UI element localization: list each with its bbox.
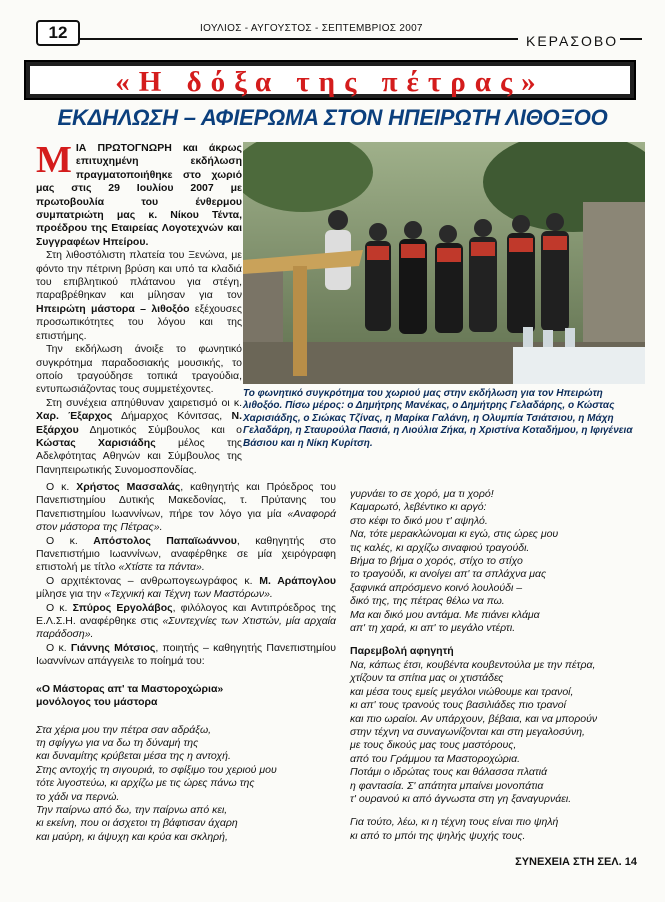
poem-line: Καμαρωτό, λεβέντικο κι αργό: — [350, 501, 487, 514]
poem-title — [36, 683, 336, 710]
photo-caption: Το φωνητικό συγκρότημα του χωριού μας στην εκδήλωση για τον Ηπειρώτη λιθοξόο. Πίσω μέρος: ο Δημήτρης Μανέκας, ο Δημήτρης Γελαδάρης, ο Κώστας Χαρισιάδης, ο Σιώκας Τζίνας, η Μαρίκα Γαλάνη, η Ολυμπία Τσιάτσιου, η Μάχη Γελαδάρη, η Σταυρούλα Πασιά, η Λιούλια Ζήκα, η Χριστίνα Κοταδήμου, η Ιφιγένεια Βάσιου και η Νίκη Κυρίτση. — [243, 388, 633, 449]
poem-line: το χάδι να περνώ. — [36, 790, 120, 803]
text-run: Ο αρχιτέκτονας – ανθρωπογεωγράφος κ. — [46, 574, 260, 587]
poem-line: Βήμα το βήμα ο χορός, στίχο το στίχο — [350, 555, 523, 568]
poem-line: η φαντασία. Σ' απάτητα μπαίνει μονοπάτια — [350, 779, 544, 792]
poem-line: γυρνάει το σε χορό, μα τι χορό! — [350, 488, 494, 500]
text-run-bold: Χαρ. Έξαρχος — [36, 410, 113, 423]
poem-line: Να, κάπως έτσι, κουβέντα κουβεντούλα με την πέτρα, — [350, 658, 596, 671]
poem-line: χτίζουν τα σπίτια μας οι χτιστάδες — [350, 672, 504, 685]
poem-line: και μαύρη, κι άψυχη και κρύα και σκληρή, — [36, 830, 228, 843]
poem-line: από του Γράμμου τα Μαστοροχώρια. — [350, 752, 521, 765]
intro-paragraph-3: Την εκδήλωση άνοιξε το φωνητικό συγκρότημα παραδοσιακής μουσικής, το οποίο τραγούδησε τοπικά τραγούδια, εντυπωσιάζοντας τους συμμετέχοντες. — [36, 343, 242, 396]
text-run-italic: «Συντεχνίες των Χτιστών, μία αρχαία παράδοση». — [36, 615, 337, 641]
text-run: Δημοτικός Σύμβουλος και ο — [78, 423, 242, 436]
text-run-italic: «Χτίστε τα πάντα». — [118, 561, 205, 574]
text-run-bold: Μ. Αράπογλου — [259, 574, 336, 587]
text-run: Δήμαρχος Κόνιτσας, — [112, 410, 232, 423]
text-run: εξέχουσες προσωπικότητες του λόγου και της επιστήμης. — [36, 302, 242, 342]
text-run-italic: «Αναφορά στον μάστορα της Πέτρας». — [36, 507, 336, 534]
text-run: Ο κ. — [46, 481, 77, 493]
photo-illustration — [243, 142, 645, 384]
section-title: Παρεμβολή αφηγητή — [350, 645, 454, 658]
poem-line: Στης αντοχής τη σιγουριά, το σφίξιμο του χεριού μου — [36, 763, 277, 776]
text-run: , ποιητής – καθηγητής Πανεπιστημίου Ιωαννίνων απάγγειλε το ποίημά του: — [36, 641, 336, 668]
poem-line: και μέσα τους εμείς μεγάλοι νιώθουμε και τρανοί, — [350, 685, 574, 698]
text-run-bold: Κώστας Χαρισιάδης — [36, 436, 156, 449]
text-run: , καθηγητής στο Πανεπιστήμιο Ιωαννίνων, αναφέρθηκε σε μία χειρόγραφη επιστολή με τίτλο — [36, 534, 336, 574]
poem-line: το τραγούδι, κι ανοίγει απ' τα σπλάχνα μας — [350, 568, 547, 581]
issue-date: ΙΟΥΛΙΟΣ - ΑΥΓΟΥΣΤΟΣ - ΣΕΠΤΕΜΒΡΙΟΣ 2007 — [200, 23, 423, 34]
intro-paragraph-4 — [36, 397, 242, 477]
poem-continued-column — [350, 488, 645, 843]
poem-line: ξαφνικά απρόσμενο κοινό λουλούδι – — [350, 581, 523, 594]
speaker-paragraph-4 — [36, 602, 336, 642]
poem-subtitle-line: μονόλογος του μάστορα — [36, 696, 158, 709]
poem-line: τ' ουρανού κι από άγνωστα στη γη ξαναγυρνάει. — [350, 792, 572, 805]
poem-line: κι εκείνη, που οι άσχετοι τη βάφτισαν άχαρη — [36, 817, 238, 830]
intro-lead: ΙΑ ΠΡΩΤΟΓΝΩΡΗ και άκρως επιτυχημένη εκδήλωση πραγματοποιήθηκε στο χωριό μας στις 29 Ιουλίου 2007 με πρωτοβουλία του ένθερμου συμπατριώτη μας κ. Νίκου Τέντα, προέδρου της Εταιρείας Λογοτεχνών και Συγγραφέων Ηπείρου. — [36, 142, 242, 248]
poem-line: τη σφίγγω για να δω τη δύναμή της — [36, 736, 199, 749]
poem-line: τότε λιγοστεύω, κι αρχίζω με τις ώρες πάνω της — [36, 777, 255, 790]
poem-line: στην τέχνη να συναγωνίζονται και στη μεγαλοσύνη, — [350, 725, 585, 738]
text-run-bold: Σπύρος Εργολάβος — [72, 601, 173, 614]
stanza-gap — [350, 806, 645, 816]
poem-line: Στα χέρια μου την πέτρα σαν αδράξω, — [36, 723, 212, 736]
text-run: Ο κ. — [46, 641, 71, 654]
text-run-bold: Ηπειρώτη μάστορα – λιθοξόο — [36, 302, 190, 315]
intro-paragraph-2 — [36, 249, 242, 343]
poem-line: κι απ' τους τρανούς τους βασιλιάδες πιο τρανοί — [350, 699, 566, 712]
poem-line: Ποτάμι ο ιδρώτας τους και θάλασσα πλατιά — [350, 766, 548, 779]
text-run: Ο κ. — [46, 534, 94, 547]
poem-line: κι από το μπόι της ψηλής ψυχής τους. — [350, 829, 526, 842]
poem-line: τις καλές, κι αρχίζω σιναφιού τραγούδι. — [350, 541, 530, 554]
speakers-column — [36, 481, 336, 844]
speaker-paragraph-2 — [36, 535, 336, 575]
text-run-bold: Ν. Εξάρχου — [36, 410, 242, 436]
text-run: Ο κ. — [46, 601, 73, 614]
title-banner — [24, 60, 636, 100]
continued-on-page: ΣΥΝΕΧΕΙΑ ΣΤΗ ΣΕΛ. 14 — [515, 856, 637, 868]
speaker-paragraph-5 — [36, 642, 336, 669]
text-run-bold: Χρήστος Μασσαλάς — [76, 481, 181, 493]
text-run-italic: «Τεχνική και Τέχνη των Μαστόρων». — [104, 588, 273, 601]
text-run-bold: Απόστολος Παπαϊωάννου — [93, 534, 237, 547]
intro-column — [36, 139, 242, 477]
text-run: Στη συνέχεια απηύθυναν χαιρετισμό οι κ. — [46, 396, 242, 409]
text-run: μίλησε για την — [36, 588, 105, 601]
poem-title-line: «Ο Μάστορας απ' τα Μαστοροχώρια» — [36, 682, 224, 695]
poem-left — [36, 724, 336, 845]
poem-line: Την παίρνω από δω, την παίρνω από κει, — [36, 803, 228, 816]
header-rule-end — [620, 38, 642, 40]
text-run: Στη λιθοστόλιστη πλατεία του Ξενώνα, με φόντο την πέτρινη βρύση και υπό τα κλαδιά του επιβλητικού πλάτανου για στέγη, παραβρέθηκαν και μίλησαν για τον — [36, 249, 242, 302]
speaker-paragraph-3 — [36, 575, 336, 602]
photo-singers-icon — [243, 142, 645, 384]
page-number: 12 — [36, 20, 80, 46]
poem-line: απ' τη χαρά, κι απ' το μεγάλο ντέρτι. — [350, 622, 516, 635]
text-run-bold: Γιάννης Μότσιος — [70, 641, 156, 654]
poem-line: δικό της, της πέτρας θέλω να πω. — [350, 595, 505, 608]
poem-line: Για τούτο, λέω, κι η τέχνη τους είναι πιο ψηλή — [350, 816, 559, 829]
poem-line: με τους δικούς μας τους μαστόρους, — [350, 739, 517, 752]
poem-line: Να, τότε μερακλώνομαι κι εγώ, στις ώρες μου — [350, 528, 559, 541]
poem-line: στο κέφι το δικό μου τ' αψηλό. — [350, 514, 488, 527]
speaker-paragraph-1 — [36, 481, 336, 535]
poem-line: και δυναμίτης κρύβεται μέσα της η αντοχή. — [36, 750, 231, 763]
intro-paragraph-1 — [36, 139, 242, 249]
text-run: , καθηγητής και Πρόεδρος του Πανεπιστημίου Δυτικής Μακεδονίας, τ. Πρύτανης του Πανεπιστημίου Ιωαννίνων, πήρε τον λόγο για μία — [36, 481, 336, 520]
text-run: μέλος της Αδελφότητας Αθηνών και Σύμβουλος της Πανηπειρωτικής Συνομοσπονδίας. — [36, 436, 242, 476]
header-rule — [78, 38, 518, 40]
poem-line: Μα και δικό μου αντάμα. Με πιάνει κλάμα — [350, 608, 540, 621]
title-banner-inner — [30, 66, 630, 98]
drop-cap: Μ — [36, 139, 72, 181]
text-run: , φιλόλογος και Αντιπρόεδρος της Ε.Λ.Σ.Η. αναφέρθηκε στις — [36, 601, 336, 628]
publication-name: ΚΕΡΑΣΟΒΟ — [526, 33, 619, 49]
poem-line: και πιο ωραίοι. Αν υπάρχουν, βέβαια, και να μπορούν — [350, 712, 598, 725]
article-title: «Η δόξα της πέτρας» — [115, 66, 545, 98]
article-subtitle: ΕΚΔΗΛΩΣΗ – ΑΦΙΕΡΩΜΑ ΣΤΟΝ ΗΠΕΙΡΩΤΗ ΛΙΘΟΞΟΟ — [57, 105, 608, 130]
